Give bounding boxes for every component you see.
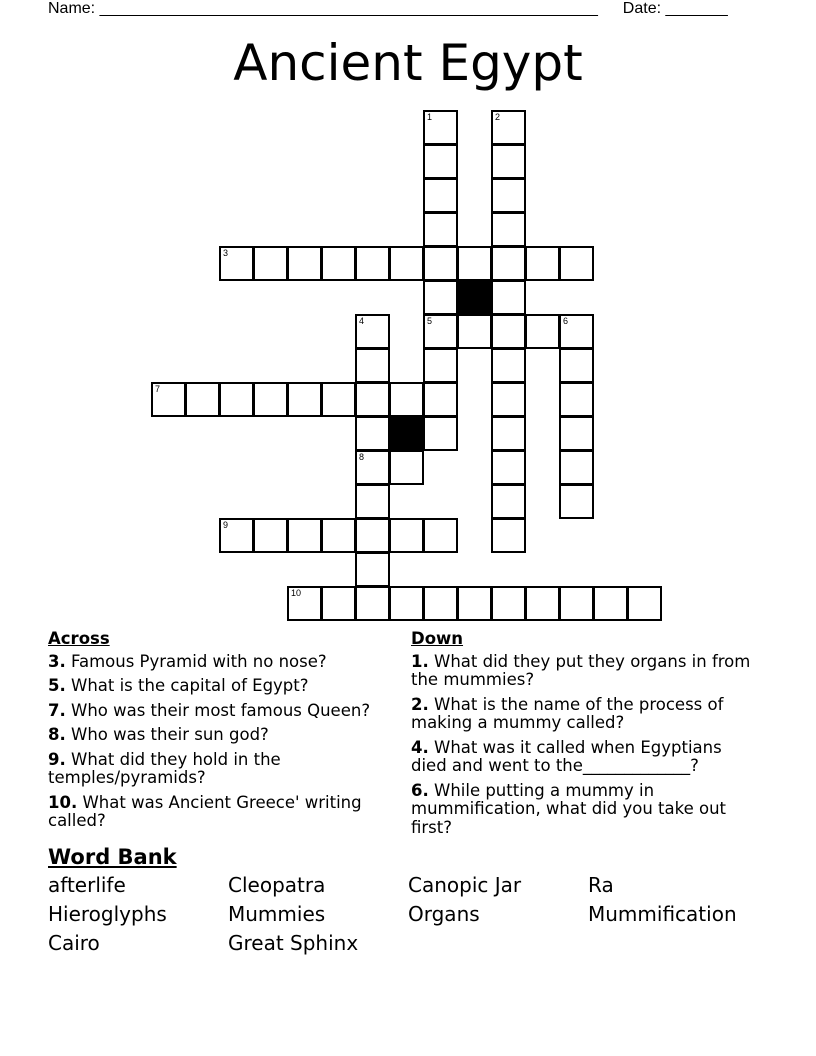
grid-cell[interactable] [321,382,356,417]
clue-number-label: 7 [155,384,161,394]
grid-cell[interactable] [423,178,458,213]
word-bank-item: Ra [588,873,614,897]
grid-cell[interactable] [389,518,424,553]
grid-cell[interactable] [287,518,322,553]
grid-cell[interactable] [491,416,526,451]
grid-cell[interactable] [559,416,594,451]
grid-cell[interactable] [389,586,424,621]
clue-number-label: 5 [427,316,433,326]
word-bank-item: afterlife [48,873,126,897]
clue-down-6 [411,782,761,838]
word-bank-item: Organs [408,902,480,926]
clue-number-label: 6 [563,316,569,326]
grid-cell[interactable] [355,382,390,417]
black-square [457,280,492,315]
grid-cell[interactable] [185,382,220,417]
grid-cell[interactable] [559,586,594,621]
grid-cell[interactable] [355,518,390,553]
clue-across-10 [48,794,393,831]
grid-cell[interactable] [491,518,526,553]
grid-cell[interactable] [355,246,390,281]
black-square [389,416,424,451]
word-bank-item: Cairo [48,931,100,955]
grid-cell[interactable] [525,586,560,621]
grid-cell[interactable] [423,314,458,349]
grid-cell[interactable] [423,382,458,417]
clue-number: 4. [411,737,429,757]
grid-cell[interactable] [355,348,390,383]
grid-cell[interactable] [423,280,458,315]
grid-cell[interactable] [253,382,288,417]
clue-number: 6. [411,780,429,800]
clue-number: 1. [411,651,429,671]
clue-text: What did they put they organs in from the mummies? [411,651,751,689]
grid-cell[interactable] [355,314,390,349]
word-bank-item: Hieroglyphs [48,902,167,926]
grid-cell[interactable] [457,246,492,281]
word-bank-item: Canopic Jar [408,873,522,897]
clue-number: 5. [48,676,66,695]
grid-cell[interactable] [491,450,526,485]
clue-text: What was it called when Egyptians died and went to the_____________? [411,737,722,775]
clue-number: 8. [48,725,66,744]
clue-number: 7. [48,700,66,720]
grid-cell[interactable] [219,382,254,417]
word-bank-item: Great Sphinx [228,931,359,955]
grid-cell[interactable] [593,586,628,621]
grid-cell[interactable] [491,178,526,213]
clue-down-1 [411,653,761,690]
grid-cell[interactable] [219,518,254,553]
grid-cell[interactable] [253,518,288,553]
grid-cell[interactable] [219,246,254,281]
grid-cell[interactable] [491,314,526,349]
across-clues [48,630,393,837]
clue-number-label: 9 [223,520,229,530]
clue-text: What was Ancient Greece' writing called? [48,792,362,830]
grid-cell[interactable] [559,382,594,417]
clue-down-2 [411,696,761,733]
grid-cell[interactable] [287,246,322,281]
grid-cell[interactable] [491,212,526,247]
clue-across-7 [48,702,393,721]
grid-cell[interactable] [355,484,390,519]
name-blank[interactable]: ________________________________________________________ [99,0,598,17]
clue-text: What is the capital of Egypt? [71,676,309,695]
grid-cell[interactable] [491,144,526,179]
grid-cell[interactable] [287,382,322,417]
grid-cell[interactable] [423,416,458,451]
clue-number-label: 2 [495,112,501,122]
clue-across-9 [48,751,393,788]
page-title: Ancient Egypt [233,34,583,92]
grid-cell[interactable] [355,416,390,451]
grid-cell[interactable] [559,348,594,383]
grid-cell[interactable] [491,484,526,519]
grid-cell[interactable] [423,212,458,247]
clue-text: Who was their sun god? [71,725,269,744]
date-blank[interactable]: _______ [665,0,728,17]
clue-text: Famous Pyramid with no nose? [71,651,327,671]
word-bank-heading: Word Bank [48,845,177,869]
clue-number: 10. [48,792,78,812]
grid-cell[interactable] [253,246,288,281]
grid-cell[interactable] [151,382,186,417]
grid-cell[interactable] [457,314,492,349]
clue-number-label: 3 [223,248,229,258]
grid-cell[interactable] [389,450,424,485]
grid-cell[interactable] [389,382,424,417]
clue-across-5 [48,677,393,696]
grid-cell[interactable] [525,246,560,281]
grid-cell[interactable] [525,314,560,349]
grid-cell[interactable] [321,518,356,553]
grid-cell[interactable] [321,246,356,281]
across-heading: Across [48,629,110,648]
grid-cell[interactable] [287,586,322,621]
clue-text: Who was their most famous Queen? [71,700,371,720]
clue-text: What did they hold in the temples/pyramids? [48,749,281,787]
grid-cell[interactable] [321,586,356,621]
grid-cell[interactable] [389,246,424,281]
clue-down-4 [411,739,761,776]
grid-cell[interactable] [627,586,662,621]
clue-number-label: 1 [427,112,433,122]
grid-cell[interactable] [559,484,594,519]
down-heading: Down [411,629,464,648]
clue-number: 9. [48,749,66,769]
date-label: Date: [622,0,662,17]
grid-cell[interactable] [355,586,390,621]
grid-cell[interactable] [423,110,458,145]
grid-cell[interactable] [423,246,458,281]
grid-cell[interactable] [423,144,458,179]
clue-number-label: 4 [359,316,365,326]
grid-cell[interactable] [491,110,526,145]
grid-cell[interactable] [491,348,526,383]
word-bank-item: Mummies [228,902,326,926]
grid-cell[interactable] [491,586,526,621]
clue-across-8 [48,726,393,745]
word-bank [48,873,788,955]
grid-cell[interactable] [559,450,594,485]
grid-cell[interactable] [559,246,594,281]
grid-cell[interactable] [423,518,458,553]
clue-number-label: 8 [359,452,365,462]
clue-across-3 [48,653,393,672]
clue-number-label: 10 [291,588,302,598]
grid-cell[interactable] [491,246,526,281]
grid-cell[interactable] [457,586,492,621]
grid-cell[interactable] [355,552,390,587]
grid-cell[interactable] [491,382,526,417]
word-bank-item: Cleopatra [228,873,326,897]
clue-text: While putting a mummy in mummification, what did you take out first? [411,780,727,837]
word-bank-item: Mummification [588,902,737,926]
grid-cell[interactable] [423,348,458,383]
grid-cell[interactable] [355,450,390,485]
clue-number: 2. [411,694,429,714]
grid-cell[interactable] [559,314,594,349]
grid-cell[interactable] [491,280,526,315]
name-label: Name: [48,0,96,17]
clue-text: What is the name of the process of making a mummy called? [411,694,724,732]
grid-cell[interactable] [423,586,458,621]
down-clues [411,630,761,843]
clue-number: 3. [48,651,66,671]
